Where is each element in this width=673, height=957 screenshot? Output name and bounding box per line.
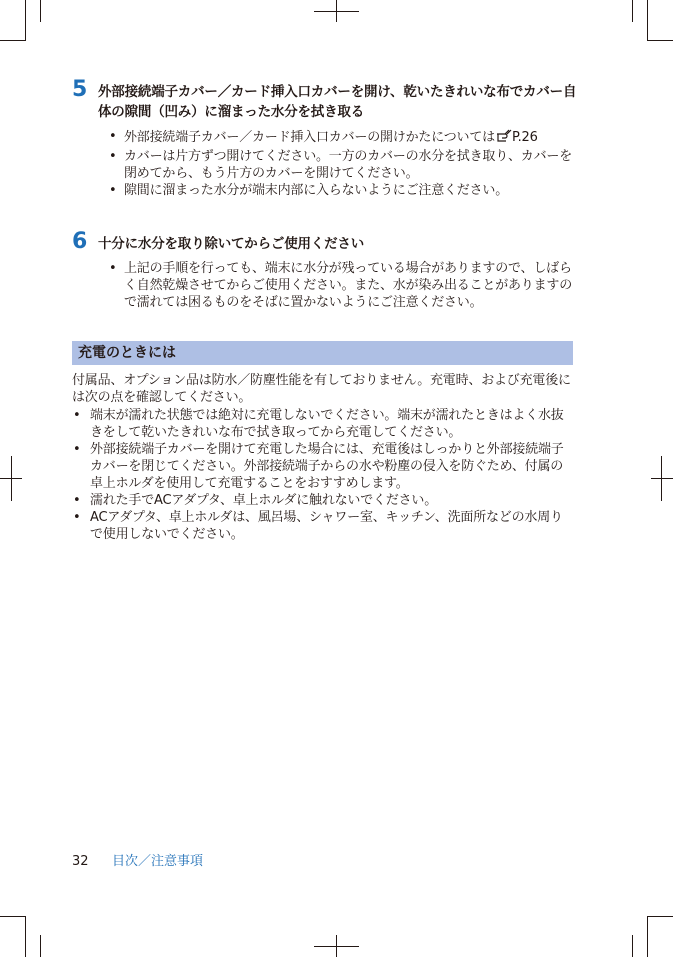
crop-mark (0, 916, 25, 917)
list-item: • 端末が濡れた状態では絶対に充電しないでください。端末が濡れたときはよく水抜きをして乾いたきれいな布で拭き取ってから充電してください。 (72, 407, 575, 441)
step-5 (72, 77, 577, 199)
crop-mark (647, 916, 648, 957)
list-item: • 濡れた手でACアダプタ、卓上ホルダに触れないでください。 (72, 492, 575, 509)
step-title: 外部接続端子カバー／カード挿入口カバーを開け、乾いたきれいな布でカバー自体の隙間（凹み）に溜まった水分を拭き取る (98, 84, 577, 120)
list-item (108, 128, 577, 148)
step-number: 5 (72, 77, 88, 102)
crop-mark (40, 935, 41, 957)
page-number: 32 (72, 854, 89, 869)
list-item: • カバーは片方ずつ開けてください。一方のカバーの水分を拭き取り、カバーを閉めてから、もう片方のカバーを開けてください。 (108, 148, 577, 182)
list-item: • 上記の手順を行っても、端末に水分が残っている場合がありますので、しばらく自然乾燥させてからご使用ください。また、水が染み出ることがありますので濡れては困るものをそばに置かないようにご注意ください。 (108, 260, 577, 311)
charging-notice-list (72, 407, 575, 543)
list-item: • ACアダプタ、卓上ホルダは、風呂場、シャワー室、キッチン、洗面所などの水周りで使用しないでください。 (72, 509, 575, 543)
crop-mark (314, 946, 359, 947)
crop-mark (648, 916, 673, 917)
crop-mark (651, 478, 673, 479)
crop-mark (11, 456, 12, 501)
step-number: 6 (72, 229, 88, 254)
page-reference-icon (496, 128, 512, 148)
step-title: 十分に水分を取り除いてからご使用ください (98, 236, 364, 252)
crop-mark (314, 11, 359, 12)
crop-mark (661, 456, 662, 501)
list-item: • 隙間に溜まった水分が端末内部に入らないようにご注意ください。 (108, 182, 577, 199)
crop-mark (632, 0, 633, 22)
chapter-link[interactable]: 目次／注意事項 (112, 854, 204, 869)
bullet-text: 外部接続端子カバー／カード挿入口カバーの開けかたについては (124, 130, 495, 145)
crop-mark (25, 0, 26, 41)
crop-mark (632, 935, 633, 957)
page-footer (72, 854, 203, 870)
crop-mark (648, 40, 673, 41)
page-reference-link[interactable]: P.26 (511, 130, 538, 145)
step-6 (72, 229, 577, 311)
bullet-list (108, 260, 577, 311)
crop-mark (647, 0, 648, 41)
section-heading: 充電のときには (72, 341, 573, 365)
section-intro: 付属品、オプション品は防水／防塵性能を有しておりません。充電時、および充電後には次の点を確認してください。 (72, 373, 571, 405)
list-item: • 外部接続端子カバーを開けて充電した場合には、充電後はしっかりと外部接続端子カバーを閉じてください。外部接続端子からの水や粉塵の侵入を防ぐため、付属の卓上ホルダを使用して充電することをおすすめします。 (72, 441, 575, 492)
bullet-list (108, 128, 577, 199)
crop-mark (25, 916, 26, 957)
crop-mark (40, 0, 41, 22)
crop-mark (0, 40, 25, 41)
